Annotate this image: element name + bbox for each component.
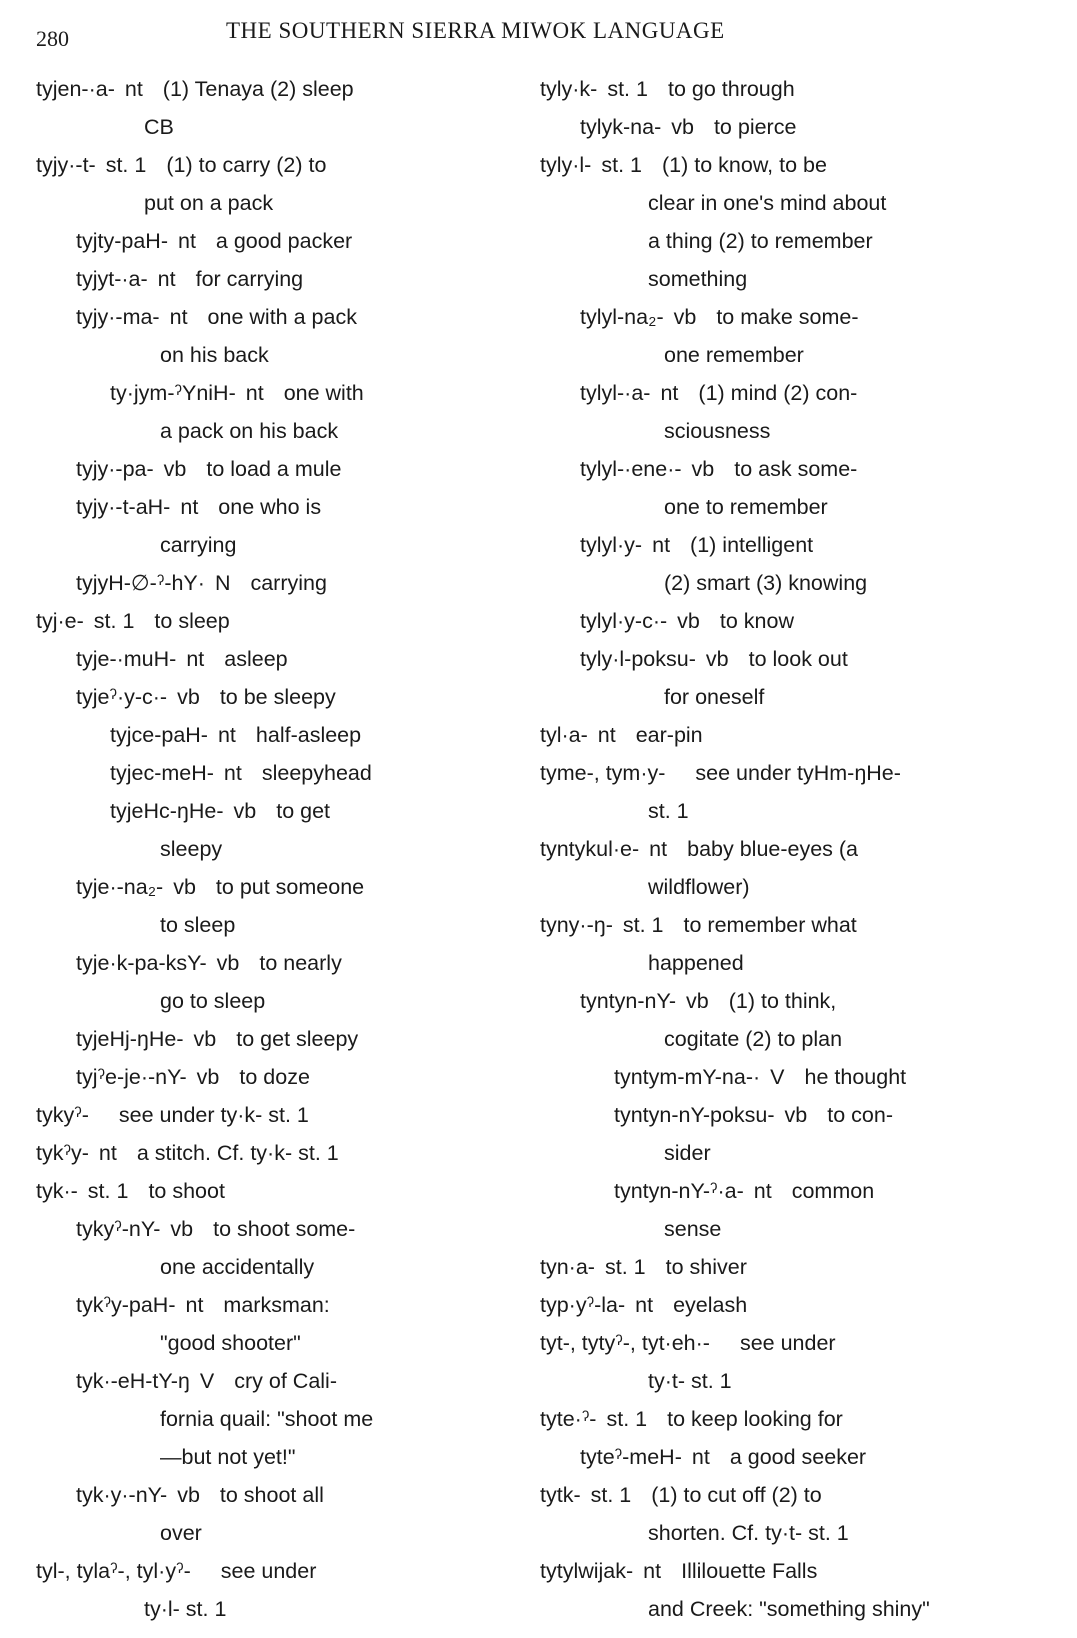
entry-definition: a good packer [215, 229, 353, 253]
entry-definition: common [791, 1179, 875, 1203]
entry-definition: to look out [748, 647, 848, 671]
entry-grammar: st. 1 [604, 1255, 646, 1279]
dictionary-entry [540, 1552, 1065, 1628]
entry-headword: tykˀy-paH- [76, 1293, 176, 1317]
entry-grammar: st. 1 [590, 1483, 632, 1507]
entry-headword: tyjyt-·a- [76, 267, 148, 291]
entry-grammar: V [770, 1065, 785, 1089]
dictionary-entry [540, 70, 1065, 108]
dictionary-entry [36, 678, 536, 716]
dictionary-entry [540, 450, 1065, 526]
entry-grammar: vb [705, 647, 729, 671]
entry-grammar: nt [597, 723, 616, 747]
entry-definition: (1) intelligent [690, 533, 814, 557]
entry-headword: tyk·- [36, 1179, 78, 1203]
entry-grammar: vb [193, 1027, 217, 1051]
entry-grammar: nt [649, 837, 668, 861]
entry-continuation: one remember [664, 343, 804, 367]
dictionary-entry [36, 1058, 536, 1096]
dictionary-entry [36, 1210, 536, 1286]
entry-headword: tyje·-na₂- [76, 875, 164, 899]
dictionary-entry [36, 222, 536, 260]
entry-grammar: st. 1 [606, 1407, 648, 1431]
entry-grammar: st. 1 [105, 153, 147, 177]
left-column [36, 70, 536, 1628]
entry-definition: half-asleep [255, 723, 362, 747]
entry-headword: tylyl-·a- [580, 381, 651, 405]
entry-headword: tyjy·-t-aH- [76, 495, 171, 519]
entry-continuation: st. 1 [648, 799, 689, 823]
entry-headword: tyjce-paH- [110, 723, 208, 747]
entry-headword: tyjyH-∅-ˀ-hY· [76, 571, 205, 595]
dictionary-entry [36, 1362, 536, 1476]
entry-grammar: nt [169, 305, 188, 329]
dictionary-entry [36, 564, 536, 602]
entry-definition: (1) to cut off (2) to [651, 1483, 822, 1507]
entry-continuation: carrying [160, 533, 237, 557]
dictionary-entry [540, 1248, 1065, 1286]
dictionary-entry [36, 716, 536, 754]
entry-headword: typ·yˀ-la- [540, 1293, 626, 1317]
running-title: THE SOUTHERN SIERRA MIWOK LANGUAGE [226, 18, 725, 43]
entry-grammar: st. 1 [622, 913, 664, 937]
entry-headword: tyt-, tytyˀ-, tyt·eh·- [540, 1331, 710, 1355]
entry-definition: (1) to know, to be [662, 153, 827, 177]
entry-definition: marksman: [223, 1293, 330, 1317]
entry-definition: to nearly [259, 951, 342, 975]
entry-headword: tyme-, tym·y- [540, 761, 666, 785]
entry-headword: tyjty-paH- [76, 229, 168, 253]
entry-headword: tyl-, tylaˀ-, tyl·yˀ- [36, 1559, 191, 1583]
entry-headword: tyk·-eH-tY-ŋ [76, 1369, 190, 1393]
entry-continuation: happened [648, 951, 744, 975]
dictionary-entry [36, 754, 536, 792]
entry-grammar: vb [671, 115, 694, 139]
dictionary-entry [540, 526, 1065, 602]
entry-headword: tylyl-na₂- [580, 305, 664, 329]
entry-continuation: (2) smart (3) knowing [664, 571, 868, 595]
entry-headword: tyteˀ-meH- [580, 1445, 682, 1469]
entry-definition: one who is [218, 495, 322, 519]
entry-grammar: vb [177, 1483, 200, 1507]
dictionary-entry [540, 754, 1065, 830]
entry-grammar: vb [177, 685, 200, 709]
entry-headword: tyly·k- [540, 77, 598, 101]
entry-continuation: ty·t- st. 1 [648, 1369, 732, 1393]
entry-grammar: vb [173, 875, 196, 899]
entry-headword: tyte·ˀ- [540, 1407, 597, 1431]
entry-headword: tykyˀ-nY- [76, 1217, 161, 1241]
dictionary-entry [36, 1286, 536, 1362]
entry-definition: Illilouette Falls [681, 1559, 818, 1583]
entry-continuation: CB [144, 115, 174, 139]
entry-headword: tyjy·-ma- [76, 305, 160, 329]
entry-continuation: one accidentally [160, 1255, 315, 1279]
entry-definition: to know [719, 609, 794, 633]
entry-headword: tyjec-meH- [110, 761, 214, 785]
entry-definition: see under [739, 1331, 836, 1355]
entry-grammar: nt [691, 1445, 710, 1469]
entry-definition: he thought [804, 1065, 907, 1089]
dictionary-entry [540, 982, 1065, 1058]
entry-definition: (1) to think, [728, 989, 837, 1013]
dictionary-entry [540, 602, 1065, 640]
entry-grammar: nt [652, 533, 671, 557]
entry-headword: ty·jym-ˀYniH- [110, 381, 236, 405]
entry-definition: (1) Tenaya (2) sleep [162, 77, 354, 101]
dictionary-entry [36, 868, 536, 944]
entry-grammar: nt [157, 267, 176, 291]
entry-continuation: a pack on his back [160, 419, 339, 443]
entry-definition: to ask some- [734, 457, 858, 481]
dictionary-entry [540, 830, 1065, 906]
dictionary-entry [540, 1172, 1065, 1248]
entry-headword: tyje·k-pa-ksY- [76, 951, 207, 975]
entry-definition: to get sleepy [236, 1027, 359, 1051]
entry-headword: tyntykul·e- [540, 837, 640, 861]
entry-definition: to shiver [665, 1255, 747, 1279]
dictionary-entry [540, 1438, 1065, 1476]
dictionary-entry [36, 146, 536, 222]
entry-definition: a stitch. Cf. ty·k- st. 1 [136, 1141, 339, 1165]
entry-headword: tyly·l- [540, 153, 592, 177]
page-number: 280 [36, 26, 69, 51]
entry-headword: tyjeˀ·y-c·- [76, 685, 168, 709]
entry-headword: tyl·a- [540, 723, 588, 747]
entry-headword: tyjˀe-je·-nY- [76, 1065, 187, 1089]
entry-headword: tyny·-ŋ- [540, 913, 613, 937]
dictionary-entry [36, 602, 536, 640]
entry-definition: a good seeker [729, 1445, 867, 1469]
entry-continuation: over [160, 1521, 202, 1545]
entry-definition: to keep looking for [667, 1407, 843, 1431]
entry-continuation: to sleep [160, 913, 236, 937]
dictionary-entry [540, 1096, 1065, 1172]
entry-continuation: clear in one's mind about [648, 191, 887, 215]
entry-grammar: st. 1 [87, 1179, 129, 1203]
entry-definition: to doze [239, 1065, 310, 1089]
entry-definition: to remember what [683, 913, 857, 937]
entry-grammar: nt [185, 1293, 204, 1317]
entry-grammar: nt [124, 77, 143, 101]
entry-continuation: "good shooter" [160, 1331, 301, 1355]
entry-definition: to shoot some- [213, 1217, 356, 1241]
entry-grammar: nt [753, 1179, 772, 1203]
dictionary-entry [540, 146, 1065, 298]
entry-continuation: fornia quail: "shoot me [160, 1407, 374, 1431]
entry-continuation: one to remember [664, 495, 828, 519]
entry-definition: to go through [667, 77, 795, 101]
entry-headword: tylyk-na- [580, 115, 662, 139]
entry-headword: tyn·a- [540, 1255, 595, 1279]
entry-grammar: vb [784, 1103, 808, 1127]
entry-continuation: sider [664, 1141, 711, 1165]
dictionary-entry [36, 1134, 536, 1172]
dictionary-entry [36, 374, 536, 450]
entry-headword: tyje-·muH- [76, 647, 177, 671]
entry-definition: to pierce [713, 115, 797, 139]
dictionary-entry [540, 1058, 1065, 1096]
entry-definition: to be sleepy [219, 685, 336, 709]
dictionary-entry [540, 1400, 1065, 1438]
entry-definition: one with [283, 381, 364, 405]
entry-headword: tyk·y·-nY- [76, 1483, 168, 1507]
entry-continuation: a thing (2) to remember [648, 229, 873, 253]
entry-grammar: vb [691, 457, 715, 481]
entry-continuation: shorten. Cf. ty·t- st. 1 [648, 1521, 849, 1545]
entry-continuation: for oneself [664, 685, 765, 709]
right-column [540, 70, 1065, 1628]
entry-definition: (1) mind (2) con- [698, 381, 858, 405]
entry-headword: tylyl-·ene·- [580, 457, 682, 481]
entry-grammar: vb [233, 799, 257, 823]
entry-grammar: st. 1 [607, 77, 648, 101]
entry-definition: for carrying [195, 267, 304, 291]
entry-headword: tytylwijak- [540, 1559, 634, 1583]
dictionary-entry [36, 450, 536, 488]
dictionary-entry [540, 374, 1065, 450]
entry-headword: tyj·e- [36, 609, 84, 633]
dictionary-entry [540, 716, 1065, 754]
entry-definition: to con- [827, 1103, 893, 1127]
entry-continuation: on his back [160, 343, 269, 367]
entry-definition: carrying [250, 571, 327, 595]
entry-grammar: nt [217, 723, 236, 747]
entry-headword: tyjy·-pa- [76, 457, 154, 481]
dictionary-entry [36, 1020, 536, 1058]
entry-headword: tyjeHj-ŋHe- [76, 1027, 184, 1051]
entry-continuation: cogitate (2) to plan [664, 1027, 843, 1051]
dictionary-entry [36, 1096, 536, 1134]
entry-headword: tyjeHc-ŋHe- [110, 799, 224, 823]
dictionary-entry [540, 1286, 1065, 1324]
entry-definition: sleepyhead [261, 761, 372, 785]
entry-headword: tylyl·y- [580, 533, 643, 557]
entry-headword: tyntyn-nY- [580, 989, 677, 1013]
dictionary-entry [540, 298, 1065, 374]
entry-headword: tykˀy- [36, 1141, 89, 1165]
dictionary-entry [36, 1476, 536, 1552]
entry-grammar: nt [245, 381, 264, 405]
entry-grammar: vb [686, 989, 709, 1013]
entry-headword: tykyˀ- [36, 1103, 89, 1127]
page-header [36, 16, 1036, 56]
dictionary-entry [540, 640, 1065, 716]
dictionary-entry [36, 1552, 536, 1628]
entry-definition: to put someone [215, 875, 365, 899]
entry-continuation: wildflower) [648, 875, 750, 899]
entry-definition: to get [276, 799, 331, 823]
entry-grammar: st. 1 [601, 153, 642, 177]
entry-grammar: vb [170, 1217, 194, 1241]
entry-continuation: something [648, 267, 748, 291]
entry-grammar: vb [216, 951, 240, 975]
entry-grammar: vb [196, 1065, 220, 1089]
entry-continuation: sense [664, 1217, 722, 1241]
entry-headword: tyjy·-t- [36, 153, 96, 177]
entry-headword: tytk- [540, 1483, 581, 1507]
dictionary-entry [36, 70, 536, 146]
dictionary-entry [36, 640, 536, 678]
entry-headword: tylyl·y-c·- [580, 609, 668, 633]
entry-headword: tyly·l-poksu- [580, 647, 696, 671]
entry-definition: asleep [224, 647, 288, 671]
entry-grammar: vb [673, 305, 697, 329]
entry-grammar: nt [177, 229, 196, 253]
dictionary-entry [540, 906, 1065, 982]
entry-grammar: nt [643, 1559, 662, 1583]
entry-definition: see under ty·k- st. 1 [118, 1103, 309, 1127]
entry-definition: cry of Cali- [234, 1369, 337, 1393]
dictionary-entry [36, 488, 536, 564]
entry-continuation: sciousness [664, 419, 771, 443]
entry-continuation: and Creek: "something shiny" [648, 1597, 930, 1621]
entry-grammar: vb [677, 609, 700, 633]
entry-grammar: st. 1 [93, 609, 135, 633]
entry-definition: ear-pin [635, 723, 703, 747]
entry-definition: see under [220, 1559, 317, 1583]
dictionary-entry [36, 298, 536, 374]
entry-grammar: nt [180, 495, 199, 519]
entry-grammar: vb [163, 457, 187, 481]
entry-definition: (1) to carry (2) to [166, 153, 327, 177]
entry-definition: baby blue-eyes (a [687, 837, 859, 861]
entry-grammar: N [214, 571, 231, 595]
dictionary-entry [36, 260, 536, 298]
entry-headword: tyntyn-nY-poksu- [614, 1103, 775, 1127]
entry-grammar: nt [660, 381, 679, 405]
entry-grammar: nt [223, 761, 242, 785]
entry-continuation: —but not yet!" [160, 1445, 296, 1469]
entry-definition: one with a pack [207, 305, 357, 329]
entry-definition: to load a mule [206, 457, 342, 481]
entry-continuation: go to sleep [160, 989, 266, 1013]
entry-continuation: ty·l- st. 1 [144, 1597, 227, 1621]
dictionary-entry [36, 944, 536, 1020]
entry-definition: see under tyHm-ŋHe- [695, 761, 901, 785]
entry-headword: tyjen-·a- [36, 77, 115, 101]
entry-grammar: nt [635, 1293, 654, 1317]
entry-headword: tyntyn-nY-ˀ·a- [614, 1179, 744, 1203]
dictionary-entry [540, 1476, 1065, 1552]
entry-definition: eyelash [673, 1293, 748, 1317]
dictionary-entry [540, 1324, 1065, 1400]
entry-headword: tyntym-mY-na-· [614, 1065, 761, 1089]
entry-continuation: put on a pack [144, 191, 274, 215]
entry-definition: to sleep [154, 609, 230, 633]
dictionary-entry [36, 792, 536, 868]
entry-continuation: sleepy [160, 837, 223, 861]
entry-grammar: nt [186, 647, 205, 671]
entry-definition: to make some- [716, 305, 859, 329]
dictionary-entry [36, 1172, 536, 1210]
entry-grammar: V [199, 1369, 215, 1393]
entry-grammar: nt [98, 1141, 117, 1165]
dictionary-entry [540, 108, 1065, 146]
entry-definition: to shoot all [219, 1483, 324, 1507]
entry-definition: to shoot [148, 1179, 225, 1203]
